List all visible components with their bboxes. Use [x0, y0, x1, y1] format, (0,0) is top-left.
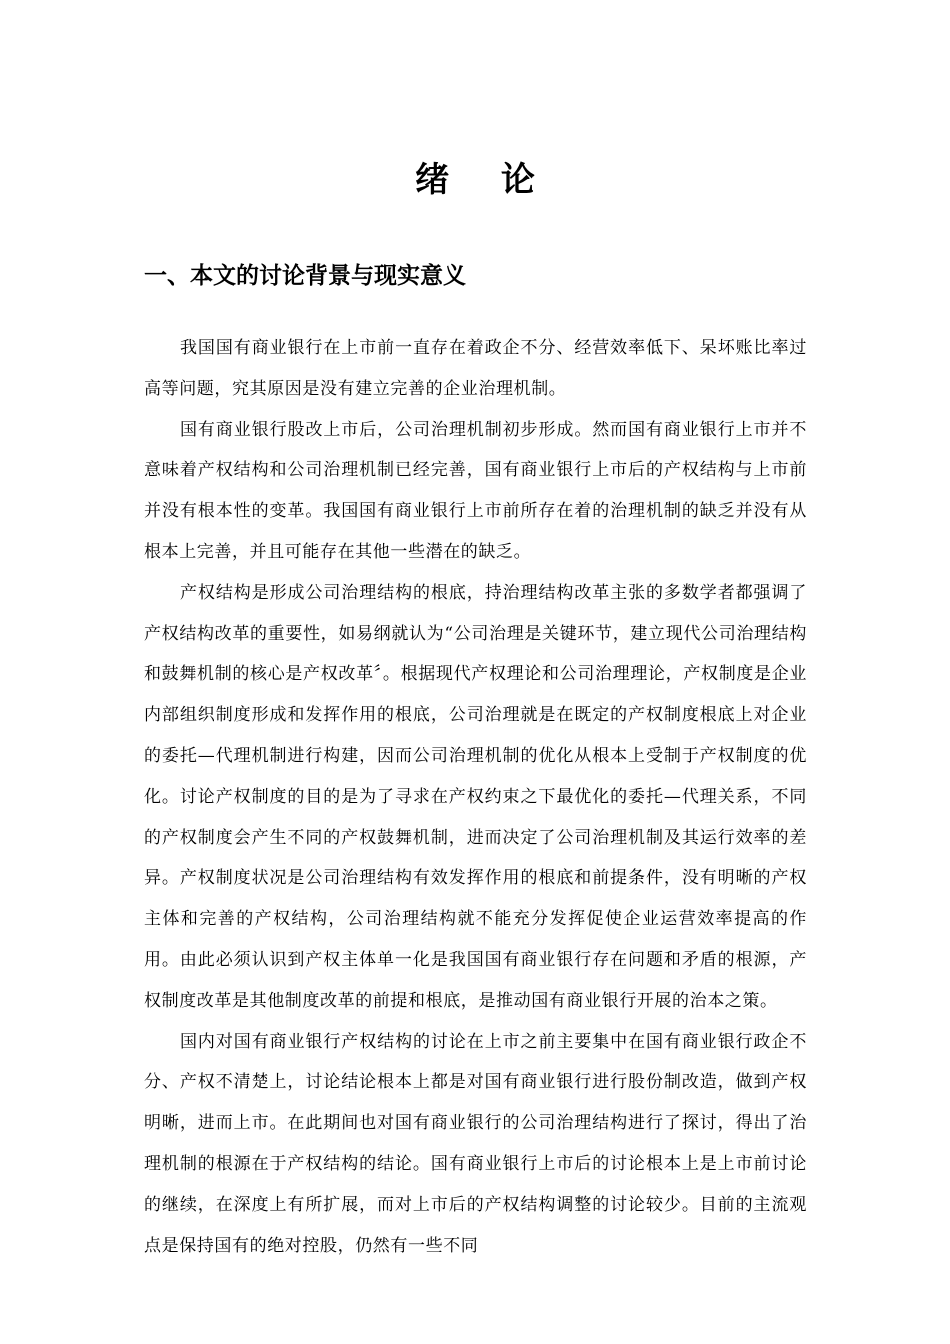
body-text: [144, 328, 807, 1266]
paragraph: 产权结构是形成公司治理结构的根底，持治理结构改革主张的多数学者都强调了产权结构改革的重要性，如易纲就认为“公司治理是关键环节，建立现代公司治理结构和鼓舞机制的核心是产权改革〞。根据现代产权理论和公司治理理论，产权制度是企业内部组织制度形成和发挥作用的根底，公司治理就是在既定的产权制度根底上对企业的委托—代理机制进行构建，因而公司治理机制的优化从根本上受制于产权制度的优化。讨论产权制度的目的是为了寻求在产权约束之下最优化的委托—代理关系，不同的产权制度会产生不同的产权鼓舞机制，进而决定了公司治理机制及其运行效率的差异。产权制度状况是公司治理结构有效发挥作用的根底和前提条件，没有明晰的产权主体和完善的产权结构，公司治理结构就不能充分发挥促使企业运营效率提高的作用。由此必须认识到产权主体单一化是我国国有商业银行存在问题和矛盾的根源，产权制度改革是其他制度改革的前提和根底，是推动国有商业银行开展的治本之策。: [144, 582, 807, 1011]
paragraph: 国有商业银行股改上市后，公司治理机制初步形成。然而国有商业银行上市并不意味着产权结构和公司治理机制已经完善，国有商业银行上市后的产权结构与上市前并没有根本性的变革。我国国有商业银行上市前所存在着的治理机制的缺乏并没有从根本上完善，并且可能存在其他一些潜在的缺乏。: [144, 419, 807, 562]
paragraph: 我国国有商业银行在上市前一直存在着政企不分、经营效率低下、呆坏账比率过高等问题，究其原因是没有建立完善的企业治理机制。: [144, 338, 807, 399]
chapter-title: 绪 论: [415, 160, 555, 200]
paragraph: 国内对国有商业银行产权结构的讨论在上市之前主要集中在国有商业银行政企不分、产权不清楚上，讨论结论根本上都是对国有商业银行进行股份制改造，做到产权明晰，进而上市。在此期间也对国有商业银行的公司治理结构进行了探讨，得出了治理机制的根源在于产权结构的结论。国有商业银行上市后的讨论根本上是上市前讨论的继续，在深度上有所扩展，而对上市后的产权结构调整的讨论较少。目前的主流观点是保持国有的绝对控股，仍然有一些不同: [144, 1031, 807, 1256]
section-heading: 一、本文的讨论背景与现实意义: [144, 263, 466, 289]
